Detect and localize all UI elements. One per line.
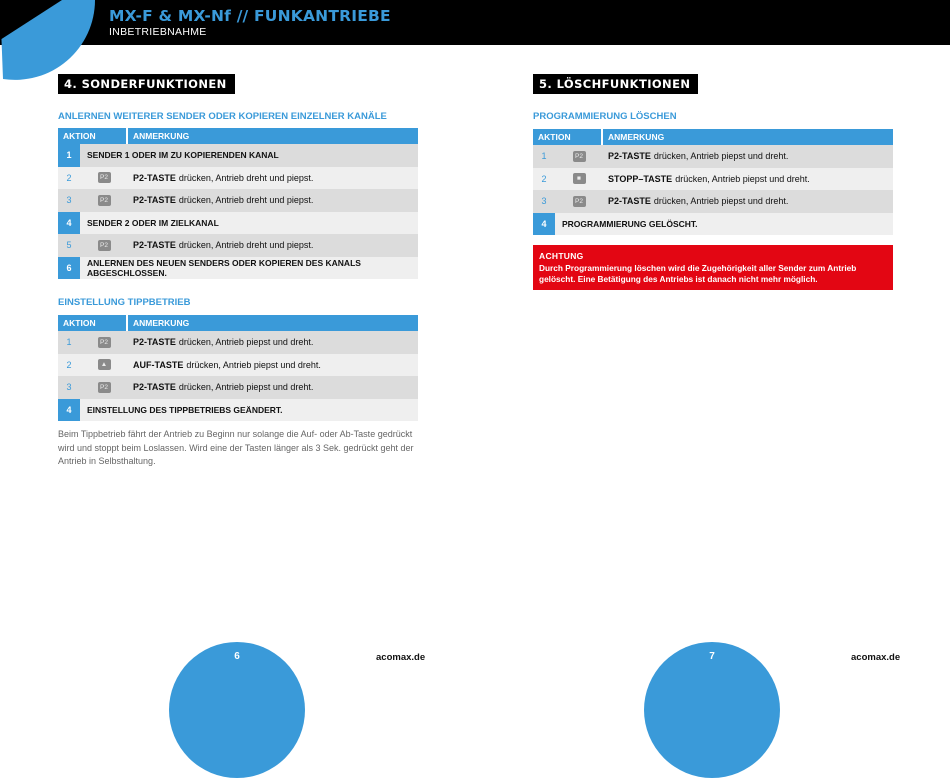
p2-key-icon: P2 [573, 151, 586, 162]
column-header-aktion: AKTION [58, 128, 128, 144]
document-subtitle: INBETRIEBNAHME [109, 26, 207, 38]
up-arrow-key-icon: ▲ [98, 359, 111, 370]
table-row [58, 331, 418, 354]
column-header-aktion: AKTION [533, 129, 603, 145]
table-row [533, 190, 893, 213]
table-anlernen [58, 128, 418, 279]
step-text: SENDER 1 ODER IM ZU KOPIERENDEN KANAL [87, 150, 279, 161]
step-description: P2-TASTE drücken, Antrieb piepst und dreht. [133, 382, 314, 393]
column-header-aktion: AKTION [58, 315, 128, 331]
step-text: ANLERNEN DES NEUEN SENDERS ODER KOPIEREN DES KANALS ABGESCHLOSSEN. [87, 257, 361, 278]
website-link-left[interactable]: acomax.de [376, 652, 426, 663]
table-row [58, 189, 418, 212]
step-text: PROGRAMMIERUNG GELÖSCHT. [562, 218, 698, 229]
section-label-loeschfunktionen: 5. LÖSCHFUNKTIONEN [533, 74, 698, 94]
step-description: STOPP–TASTE drücken, Antrieb piepst und dreht. [608, 173, 810, 184]
p2-key-icon: P2 [98, 172, 111, 183]
warning-box [533, 245, 893, 290]
p2-key-icon: P2 [98, 240, 111, 251]
table-row [58, 234, 418, 257]
footer-circle-right [644, 642, 780, 778]
warning-title: ACHTUNG [539, 251, 584, 261]
page-number-right: 7 [709, 651, 715, 662]
step-text: SENDER 2 ODER IM ZIELKANAL [87, 217, 219, 228]
step-number: 4 [533, 213, 555, 236]
step-description: P2-TASTE drücken, Antrieb piepst und dreht. [133, 337, 314, 348]
document-title: MX-F & MX-Nf // FUNKANTRIEBE [109, 7, 391, 25]
step-number: 1 [66, 337, 72, 348]
table-row [58, 212, 418, 235]
step-description: P2-TASTE drücken, Antrieb piepst und dreht. [608, 151, 789, 162]
corner-decoration [0, 0, 100, 80]
website-link-right[interactable]: acomax.de [851, 652, 901, 663]
step-description: AUF-TASTE drücken, Antrieb piepst und dreht. [133, 359, 321, 370]
step-number: 3 [541, 196, 547, 207]
p2-key-icon: P2 [573, 196, 586, 207]
column-header-anmerkung: ANMERKUNG [128, 128, 418, 144]
step-number: 1 [541, 151, 547, 162]
step-number: 2 [541, 173, 547, 184]
step-number: 6 [58, 257, 80, 280]
table-programmierung-loeschen [533, 129, 893, 235]
table-row [58, 257, 418, 280]
step-description: P2-TASTE drücken, Antrieb piepst und dreht. [608, 196, 789, 207]
table-header [58, 315, 418, 331]
table-row [533, 213, 893, 236]
table-header [58, 128, 418, 144]
p2-key-icon: P2 [98, 195, 111, 206]
table-row [533, 168, 893, 191]
footer-circle-left [169, 642, 305, 778]
table-tippbetrieb [58, 315, 418, 421]
step-number: 4 [58, 212, 80, 235]
step-number: 2 [66, 172, 72, 183]
step-number: 5 [66, 240, 72, 251]
table-row [58, 376, 418, 399]
step-number: 2 [66, 359, 72, 370]
table-row [58, 399, 418, 422]
table-row [58, 167, 418, 190]
p2-key-icon: P2 [98, 382, 111, 393]
step-description: P2-TASTE drücken, Antrieb dreht und piepst. [133, 172, 314, 183]
stop-key-icon: ■ [573, 173, 586, 184]
table-header [533, 129, 893, 145]
table-heading-tippbetrieb: EINSTELLUNG TIPPBETRIEB [58, 297, 191, 308]
p2-key-icon: P2 [98, 337, 111, 348]
step-description: P2-TASTE drücken, Antrieb dreht und piepst. [133, 195, 314, 206]
step-description: P2-TASTE drücken, Antrieb dreht und piepst. [133, 240, 314, 251]
column-header-anmerkung: ANMERKUNG [603, 129, 893, 145]
table-heading-programmierung-loeschen: PROGRAMMIERUNG LÖSCHEN [533, 111, 677, 122]
step-text: EINSTELLUNG DES TIPPBETRIEBS GEÄNDERT. [87, 404, 283, 415]
table-heading-anlernen: ANLERNEN WEITERER SENDER ODER KOPIEREN EINZELNER KANÄLE [58, 111, 387, 122]
tippbetrieb-note: Beim Tippbetrieb fährt der Antrieb zu Beginn nur solange die Auf- oder Ab-Taste gedrückt wird und stoppt beim Loslassen. Wird eine der Tasten länger als 3 Sek. gedrückt geht der Antrieb in Selbsthaltung. [58, 429, 414, 466]
page-number-left: 6 [234, 651, 240, 662]
table-row [58, 354, 418, 377]
section-label-sonderfunktionen: 4. SONDERFUNKTIONEN [58, 74, 235, 94]
table-row [533, 145, 893, 168]
table-row [58, 144, 418, 167]
step-number: 4 [58, 399, 80, 422]
warning-text: Durch Programmierung löschen wird die Zugehörigkeit aller Sender zum Antrieb gelöscht. Eine Betätigung des Antriebs ist danach nicht mehr möglich. [539, 262, 857, 284]
step-number: 3 [66, 382, 72, 393]
column-header-anmerkung: ANMERKUNG [128, 315, 418, 331]
step-number: 3 [66, 195, 72, 206]
step-number: 1 [58, 144, 80, 167]
